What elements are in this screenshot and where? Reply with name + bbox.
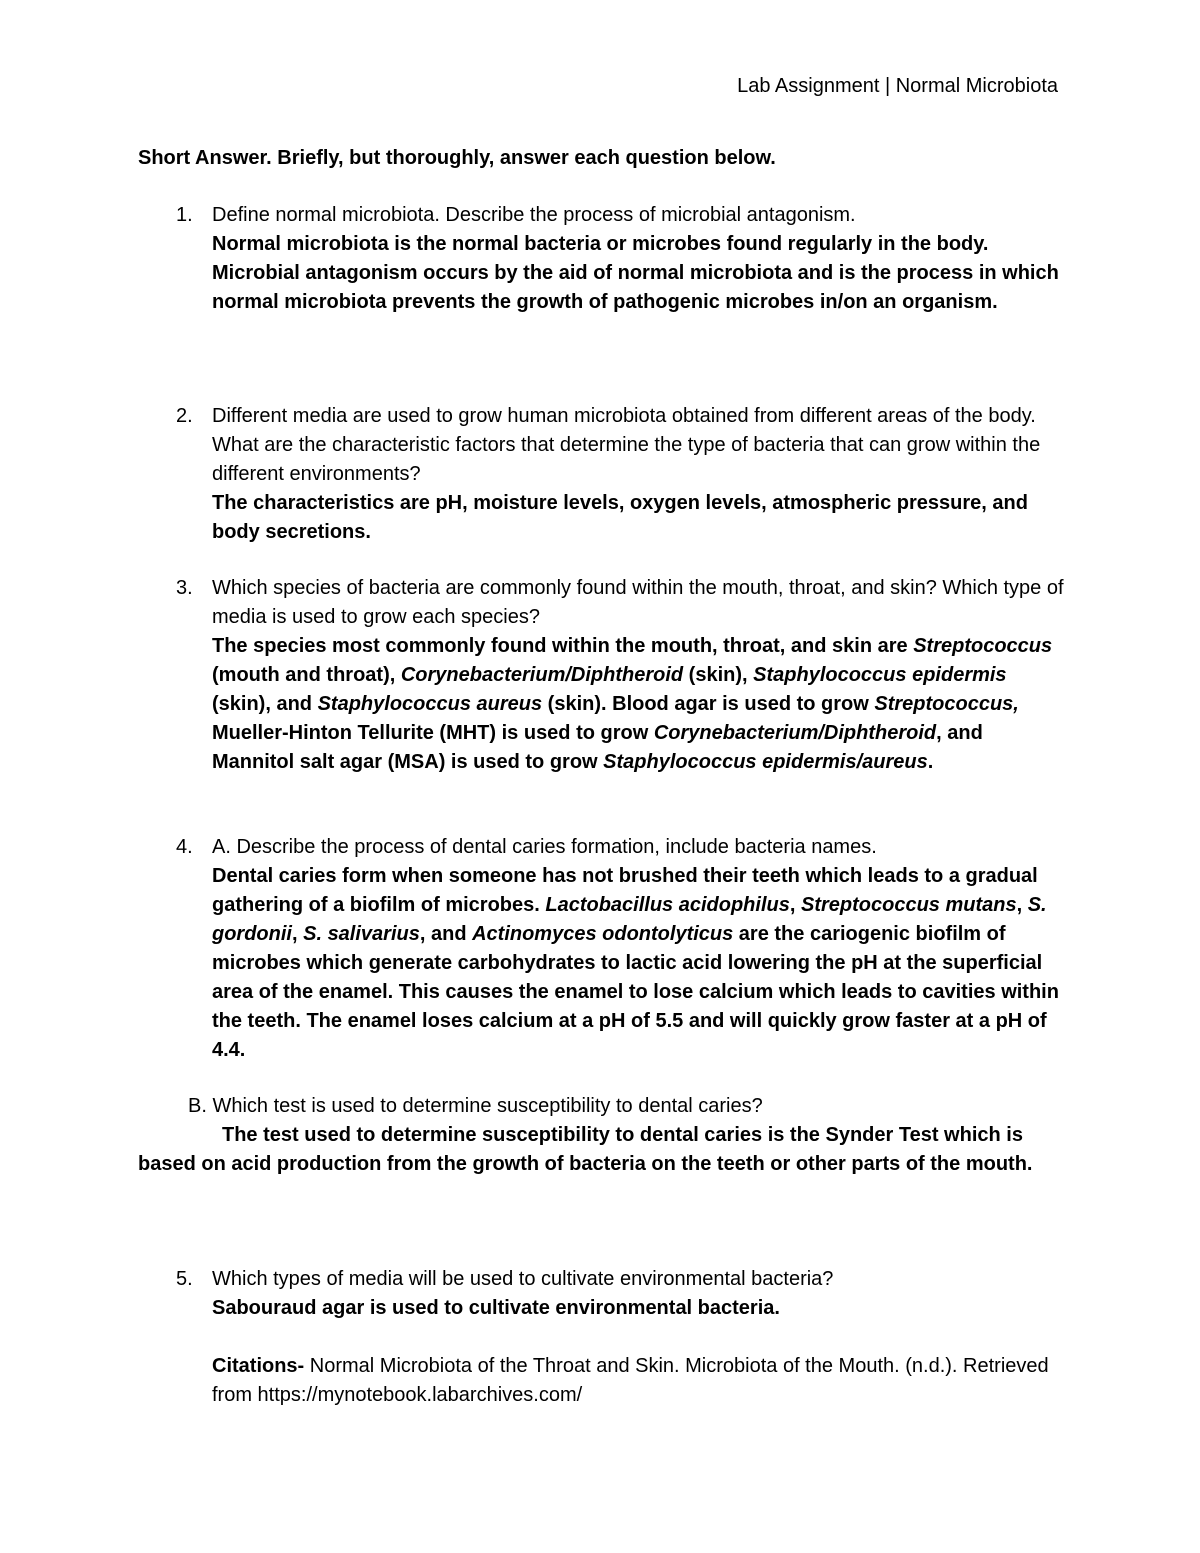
species-name: Streptococcus mutans — [800, 894, 1017, 916]
answer-segment: (mouth and throat), — [212, 664, 401, 686]
question-1 — [176, 201, 1066, 317]
answer-segment: , — [789, 894, 801, 916]
species-name: Staphylococcus aureus — [317, 693, 543, 715]
answer-segment: (skin), and — [212, 693, 318, 715]
answer-segment: Mueller-Hinton Tellurite (MHT) is used to grow — [212, 722, 654, 744]
citation-label: Citations- — [212, 1355, 305, 1377]
citation-text: Normal Microbiota of the Throat and Skin. Microbiota of the Mouth. (n.d.). Retrieved from https://mynotebook.labarchives.com/ — [212, 1355, 1049, 1406]
instructions: Short Answer. Briefly, but thoroughly, answer each question below. — [138, 147, 776, 169]
question-4b-text: B. Which test is used to determine susceptibility to dental caries? — [188, 1095, 763, 1117]
answer-segment: , and Mannitol salt agar (MSA) is used to grow — [212, 722, 983, 773]
question-2 — [176, 402, 1066, 547]
question-4b-answer: The test used to determine susceptibility to dental caries is the Synder Test which is based on acid production from the growth of bacteria on the teeth or other parts of the mouth. — [138, 1124, 1033, 1175]
species-name: S. salivarius — [303, 923, 420, 945]
question-number: 3. — [176, 577, 193, 599]
answer-text: Normal microbiota is the normal bacteria or microbes found regularly in the body. Microbial antagonism occurs by the aid of normal microbiota and is the process in which normal microbiota prevents the growth of pathogenic microbes in/on an organism. — [212, 233, 1059, 313]
answer-segment: , — [1016, 894, 1028, 916]
species-name: S. gordonii — [212, 894, 1047, 945]
species-name: Lactobacillus acidophilus — [545, 894, 790, 916]
answer-text: The characteristics are pH, moisture levels, oxygen levels, atmospheric pressure, and body secretions. — [212, 492, 1028, 543]
page-header: Lab Assignment | Normal Microbiota — [737, 75, 1058, 97]
question-number: 5. — [176, 1268, 193, 1290]
question-text: Different media are used to grow human microbiota obtained from different areas of the body. What are the characteristic factors that determine the type of bacteria that can grow within the different environments? — [212, 405, 1041, 485]
answer-text — [212, 632, 1066, 777]
answer-segment: are the cariogenic biofilm of microbes which generate carbohydrates to lactic acid lowering the pH at the superficial area of the enamel. This causes the enamel to lose calcium which leads to cavities within the teeth. The enamel loses calcium at a pH of 5.5 and will quickly grow faster at a pH of 4.4. — [212, 923, 1059, 1061]
species-name: Corynebacterium/Diphtheroid — [400, 664, 684, 686]
species-name: Streptococcus, — [874, 693, 1019, 715]
answer-text: Sabouraud agar is used to cultivate environmental bacteria. — [212, 1297, 780, 1319]
answer-segment: The species most commonly found within the mouth, throat, and skin are — [212, 635, 914, 657]
answer-segment: (skin). Blood agar is used to grow — [542, 693, 875, 715]
species-name: Corynebacterium/Diphtheroid — [653, 722, 937, 744]
answer-text — [212, 862, 1066, 1065]
citation — [212, 1352, 1066, 1410]
answer-segment: , — [291, 923, 304, 945]
question-number: 1. — [176, 204, 193, 226]
species-name: Staphylococcus epidermis — [753, 664, 1007, 686]
species-name: Actinomyces odontolyticus — [472, 923, 734, 945]
question-5 — [176, 1265, 1066, 1410]
question-text: Which species of bacteria are commonly found within the mouth, throat, and skin? Which type of media is used to grow each species? — [212, 577, 1064, 628]
answer-segment: , and — [419, 923, 473, 945]
answer-segment: (skin), — [683, 664, 754, 686]
answer-segment: . — [927, 751, 934, 773]
question-text: Define normal microbiota. Describe the process of microbial antagonism. — [212, 204, 856, 226]
question-text: Which types of media will be used to cultivate environmental bacteria? — [212, 1268, 834, 1290]
question-4 — [176, 833, 1066, 1065]
answer-segment: Dental caries form when someone has not brushed their teeth which leads to a gradual gathering of a biofilm of microbes. — [212, 865, 1038, 916]
question-number: 4. — [176, 836, 193, 858]
question-number: 2. — [176, 405, 193, 427]
question-text: A. Describe the process of dental caries formation, include bacteria names. — [212, 836, 877, 858]
question-3 — [176, 574, 1066, 777]
species-name: Streptococcus — [913, 635, 1053, 657]
species-name: Staphylococcus epidermis/aureus — [603, 751, 928, 773]
